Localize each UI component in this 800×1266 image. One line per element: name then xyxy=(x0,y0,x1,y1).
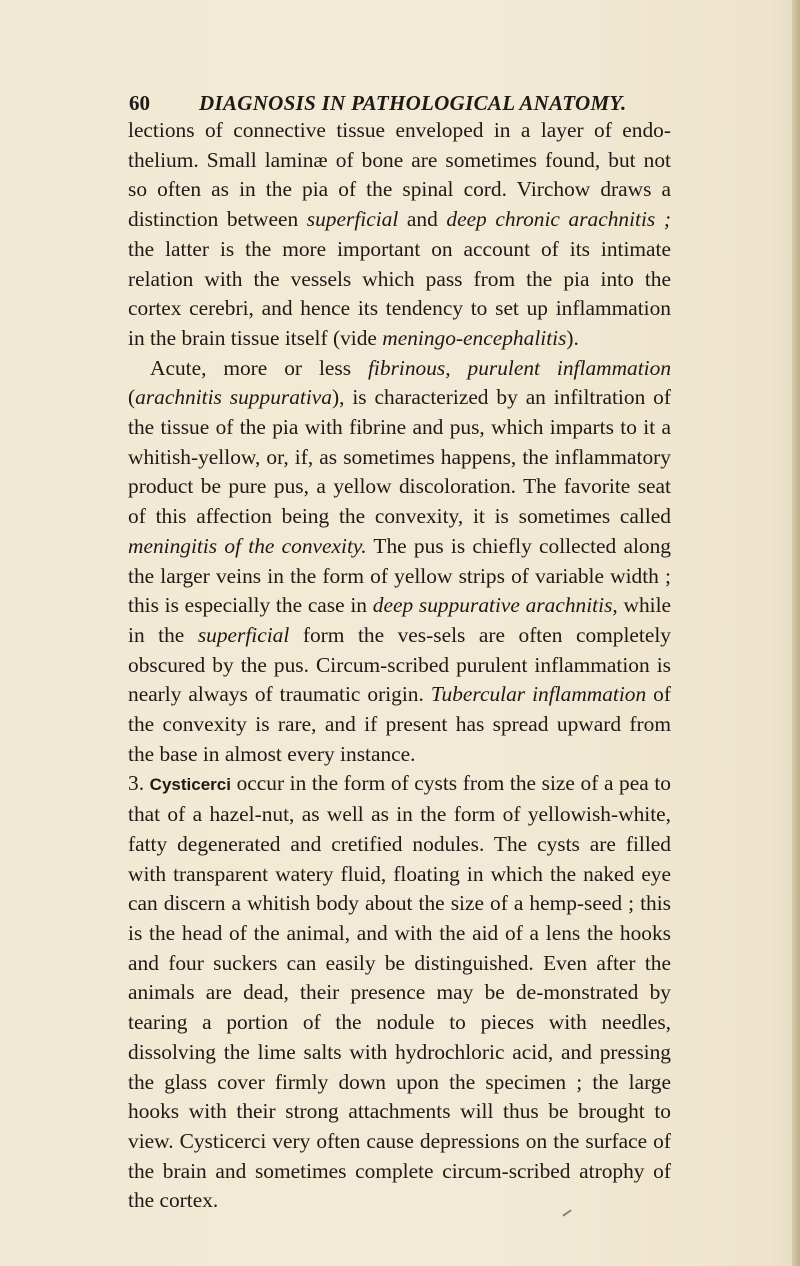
page-header xyxy=(129,88,689,118)
text-run: ), is characterized by an infiltration of the tissue of the pia with fibrine and pus, which imparts to it a whitish-yellow, or, if, as sometimes happens, the inflammatory product be pure pus, a yellow discoloration. The favorite seat of this affection being the convexity, it is sometimes called xyxy=(128,385,671,529)
text-run: ). xyxy=(566,325,579,350)
italic-term: meningitis of the convexity. xyxy=(128,533,367,558)
page-edge xyxy=(792,0,800,1266)
paragraph-2 xyxy=(128,354,671,770)
page-number: 60 xyxy=(129,91,150,115)
italic-term: Tubercular inflammation xyxy=(430,682,647,707)
text-run: The pus is chiefly collected along the larger veins in the form of yellow strips of variable width ; this is especially the case in xyxy=(128,533,672,618)
italic-term: superficial xyxy=(197,622,290,647)
paragraph-3 xyxy=(128,769,671,1216)
section-term: Cysticerci xyxy=(149,775,231,795)
text-run: Acute, more or less xyxy=(150,355,368,380)
body-text xyxy=(128,116,671,1216)
italic-term: meningo-encephalitis xyxy=(382,325,567,350)
running-head: DIAGNOSIS IN PATHOLOGICAL ANATOMY. xyxy=(199,91,627,115)
paragraph-1 xyxy=(128,116,671,354)
italic-term: deep chronic arachnitis ; xyxy=(446,207,671,232)
text-run: occur in the form of cysts from the size of a pea to that of a hazel-nut, as well as in the form of yellowish-white, fatty degenerated and cretified nodules. The cysts are filled with transparent watery fluid, floating in which the naked eye can discern a whitish body about the size of a hemp-seed ; this is the head of the animal, and with the aid of a lens the hooks and four suckers can easily be distinguished. Even after the animals are dead, their presence may be de-monstrated by tearing a portion of the nodule to pieces with needles, dissolving the lime salts with hydrochloric acid, and pressing the glass cover firmly down upon the specimen ; the large hooks with their strong attachments will thus be brought to view. Cysticerci very often cause depressions on the surface of the brain and sometimes complete circum-scribed atrophy of the cortex. xyxy=(128,771,671,1213)
text-run: lections of connective tissue enveloped in a layer of endo-thelium. Small laminæ of bone are sometimes found, but not so often as in the pia of the spinal cord. Virchow draws a distinction between xyxy=(128,118,671,232)
text-run: of the convexity is rare, and if present has spread upward from the base in almost every instance. xyxy=(128,682,671,766)
text-run: the latter is the more important on account of its intimate relation with the vessels which pass from the pia into the cortex cerebri, and hence its tendency to set up inflammation in the brain tissue itself (vide xyxy=(128,236,671,350)
section-number: 3. xyxy=(128,771,145,796)
italic-term: fibrinous, purulent inflammation xyxy=(367,355,672,380)
text-run: ( xyxy=(128,385,136,410)
italic-term: superficial xyxy=(306,207,399,232)
italic-term: arachnitis suppurativa xyxy=(135,385,332,410)
text-run: form the ves-sels are often completely obscured by the pus. Circum-scribed purulent inflammation is nearly always of traumatic origin. xyxy=(128,622,672,707)
text-run: and xyxy=(398,207,447,232)
italic-term: deep suppurative arachnitis xyxy=(372,593,613,618)
text-run: , while in the xyxy=(128,593,672,647)
